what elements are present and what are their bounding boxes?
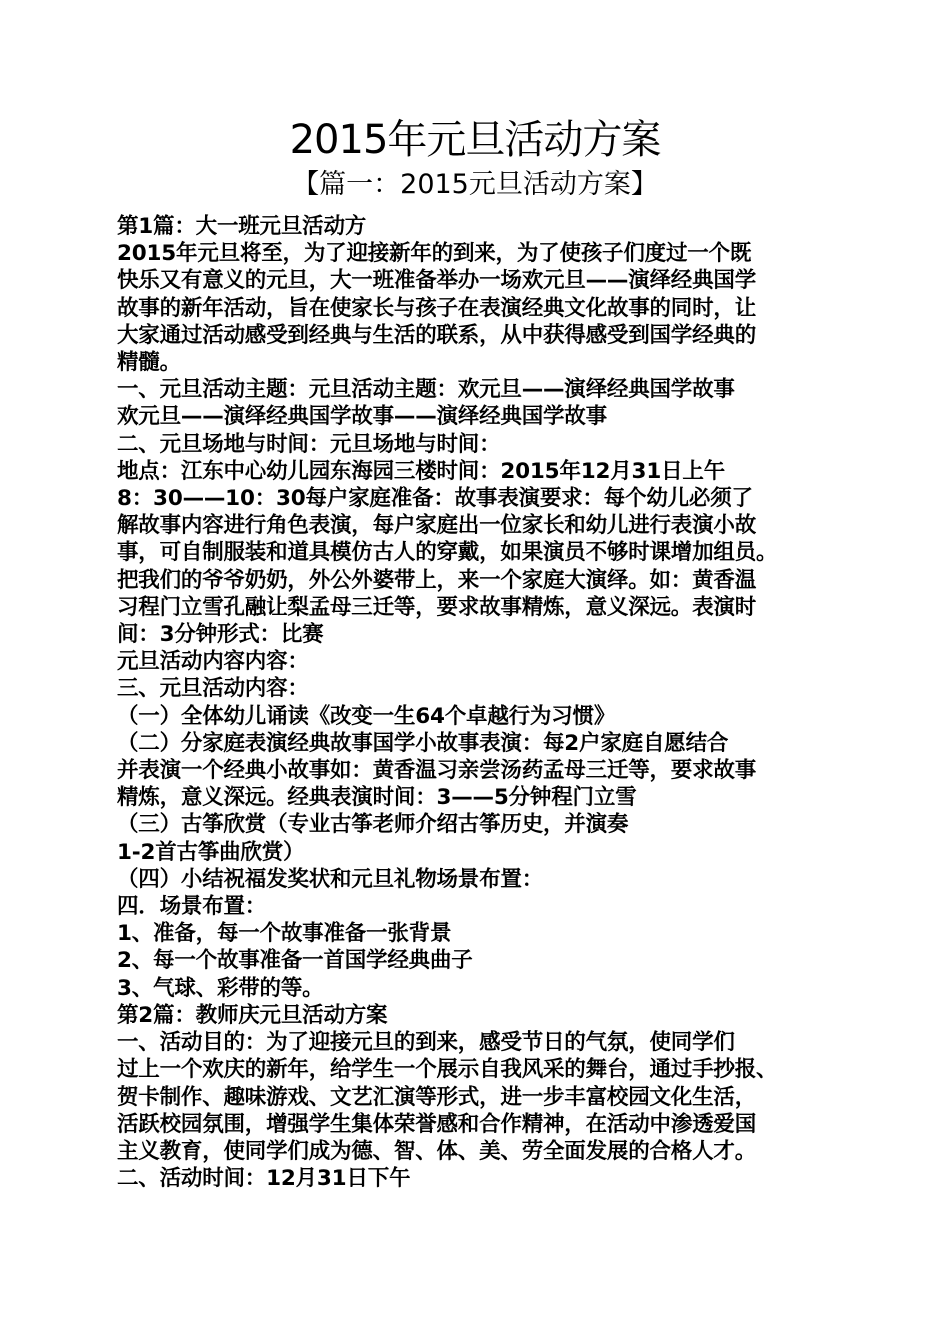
text-line: 二、活动时间：12月31日下午: [117, 1166, 411, 1192]
document-title: 2015年元旦活动方案: [289, 117, 661, 163]
document-body: [117, 213, 837, 1192]
text-line: （三）古筝欣赏（专业古筝老师介绍古筝历史，并演奏: [117, 812, 629, 838]
text-line: 第1篇：大一班元旦活动方: [117, 214, 367, 239]
text-line: （二）分家庭表演经典故事国学小故事表演：每2户家庭自愿结合: [117, 730, 729, 756]
text-line: （一）全体幼儿诵读《改变一生64个卓越行为习惯》: [117, 703, 616, 729]
text-line: 第2篇：教师庆元旦活动方案: [117, 1002, 388, 1028]
text-line: 活跃校园氛围，增强学生集体荣誉感和合作精神，在活动中渗透爱国: [117, 1111, 757, 1137]
text-line: 快乐又有意义的元旦，大一班准备举办一场欢元旦——演绎经典国学: [117, 268, 757, 294]
text-line: 2015年元旦将至，为了迎接新年的到来，为了使孩子们度过一个既: [117, 241, 752, 267]
text-line: 二、元旦场地与时间：元旦场地与时间：: [117, 431, 501, 457]
text-line: 元旦活动内容内容：: [117, 649, 309, 675]
text-line: 地点：江东中心幼儿园东海园三楼时间：2015年12月31日上午: [117, 458, 725, 484]
text-line: 3、气球、彩带的等。: [117, 975, 324, 1001]
text-line: 并表演一个经典小故事如：黄香温习亲尝汤药孟母三迁等，要求故事: [117, 758, 757, 784]
document-subtitle: 【篇一：2015元旦活动方案】: [292, 169, 658, 200]
text-line: 把我们的爷爷奶奶，外公外婆带上，来一个家庭大演绎。如：黄香温: [117, 567, 757, 593]
text-line: 过上一个欢庆的新年，给学生一个展示自我风采的舞台，通过手抄报、: [117, 1057, 778, 1083]
text-line: 8：30——10：30每户家庭准备：故事表演要求：每个幼儿必须了: [117, 486, 753, 512]
text-line: 大家通过活动感受到经典与生活的联系，从中获得感受到国学经典的: [117, 322, 757, 348]
text-line: 三、元旦活动内容：: [117, 676, 309, 702]
text-line: 一、元旦活动主题：元旦活动主题：欢元旦——演绎经典国学故事: [117, 377, 735, 403]
text-line: 2、每一个故事准备一首国学经典曲子: [117, 948, 473, 974]
text-line: 解故事内容进行角色表演，每户家庭出一位家长和幼儿进行表演小故: [117, 513, 757, 539]
text-line: 1、准备，每一个故事准备一张背景: [117, 921, 452, 947]
text-line: 精炼，意义深远。经典表演时间：3——5分钟程门立雪: [117, 785, 637, 811]
text-line: 事，可自制服装和道具模仿古人的穿戴，如果演员不够时课增加组员。: [117, 540, 778, 566]
text-line: 贺卡制作、趣味游戏、文艺汇演等形式，进一步丰富校园文化生活，: [117, 1084, 757, 1110]
text-line: 主义教育，使同学们成为德、智、体、美、劳全面发展的合格人才。: [117, 1138, 757, 1164]
text-line: 四．场景布置：: [117, 894, 267, 920]
text-line: 故事的新年活动，旨在使家长与孩子在表演经典文化故事的同时，让: [117, 295, 757, 321]
text-line: 欢元旦——演绎经典国学故事——演绎经典国学故事: [117, 404, 607, 430]
text-line: 习程门立雪孔融让梨孟母三迁等，要求故事精炼，意义深远。表演时: [117, 594, 757, 620]
text-line: 1-2首古筝曲欣赏）: [117, 839, 305, 865]
text-line: 一、活动目的：为了迎接元旦的到来，感受节日的气氛，使同学们: [117, 1030, 735, 1056]
text-line: （四）小结祝福发奖状和元旦礼物场景布置：: [117, 866, 544, 892]
text-line: 间：3分钟形式：比赛: [117, 622, 324, 648]
text-line: 精髓。: [117, 350, 181, 376]
